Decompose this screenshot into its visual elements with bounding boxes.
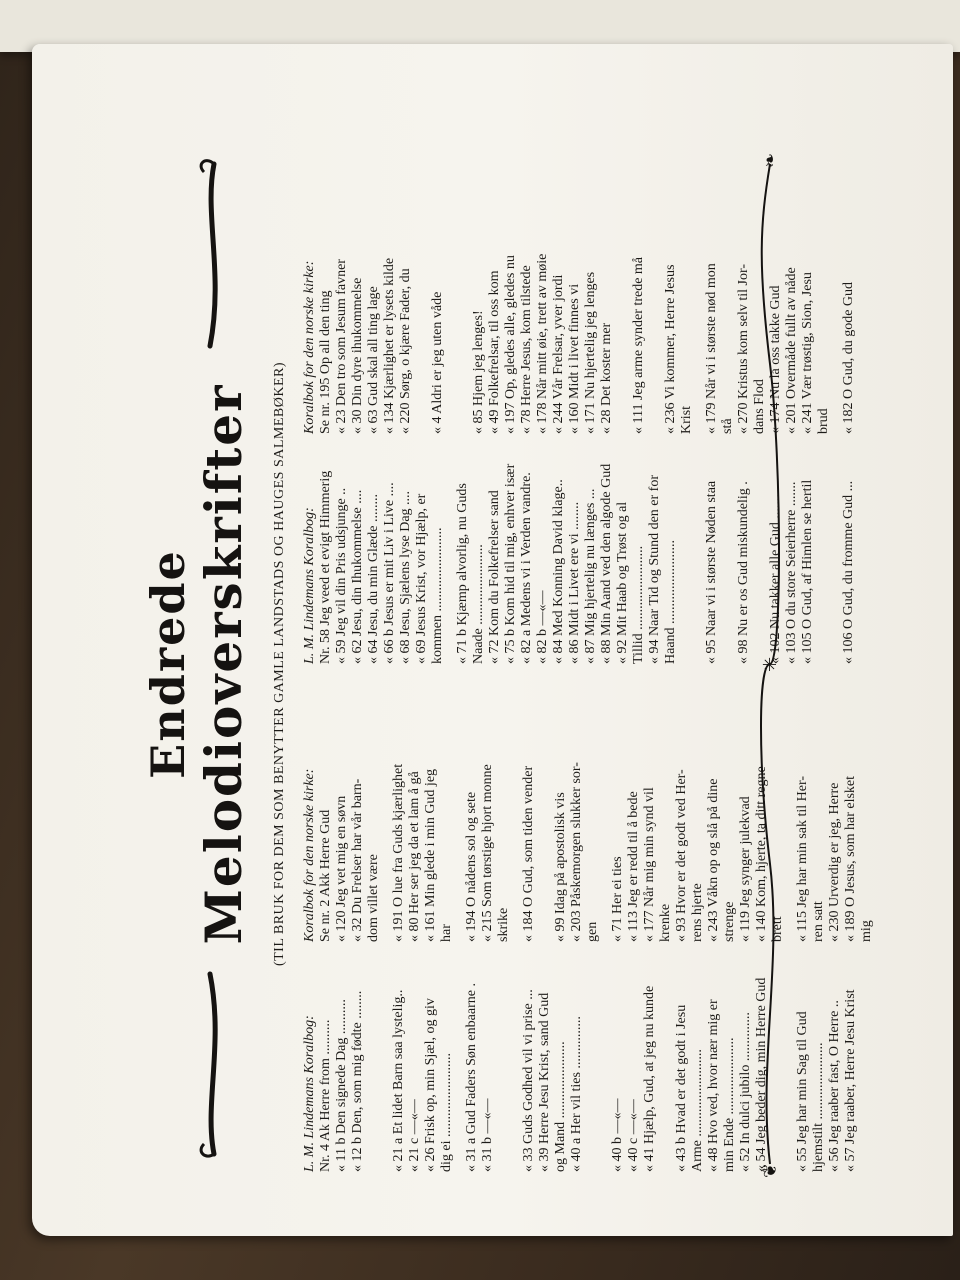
old-hymn-title: « 88 Min Aand ved den algode Gud: [599, 463, 614, 664]
hymn-row: [334, 164, 350, 664]
hymn-row: [795, 672, 811, 1172]
new-hymn-title: gen: [585, 921, 600, 942]
row-gap: [455, 672, 464, 1172]
new-hymn-title: « 23 Den tro som Jesum favner: [334, 259, 349, 434]
hymn-row: [496, 672, 512, 1172]
hymn-row: [350, 672, 366, 1172]
new-hymn-title: « 174 Nu la oss takke Gud: [768, 285, 783, 434]
column-header-koralbok: Koralbok for den norske kirke:: [302, 260, 317, 434]
new-hymn-title: har: [439, 924, 454, 942]
old-hymn-title: « 48 Hvo ved, hvor nær mig er: [706, 999, 721, 1172]
new-hymn-title: brett: [770, 916, 785, 942]
new-hymn-title: « 28 Det koster mer: [599, 322, 614, 434]
new-hymn-title: « 194 O nådens sol og sete: [464, 791, 479, 942]
hymn-row: [569, 672, 585, 1172]
new-hymn-title: « 177 Når mig min synd vil: [642, 787, 657, 942]
new-hymn-title: « 111 Jeg arme synder trede må: [631, 256, 646, 434]
old-hymn-title: « 69 Jesus Krist, vor Hjælp, er: [414, 493, 429, 664]
new-hymn-title: « 230 Urverdig er jeg, Herre: [827, 782, 842, 942]
hymn-row: [647, 164, 663, 664]
hymn-row: [537, 672, 553, 1172]
new-hymn-title: mig: [859, 920, 874, 942]
svg-text:✳: ✳: [760, 656, 781, 672]
hymn-row: [430, 164, 446, 664]
new-hymn-title: krenke: [658, 903, 673, 942]
new-hymn-title: [414, 164, 430, 434]
old-hymn-title: « 21 c —«—: [407, 1099, 422, 1172]
title-line-2: Melodioverskrifter: [194, 383, 253, 945]
new-hymn-title: « 99 Idag på apostolisk vis: [553, 792, 568, 942]
new-hymn-title: « 197 Op, gledes alle, gledes nu: [503, 255, 518, 434]
old-hymn-title: « 26 Frisk op, min Sjæl, og giv: [423, 998, 438, 1172]
hymn-row: [414, 164, 430, 664]
hymn-row: [626, 672, 642, 1172]
old-hymn-title: [658, 942, 674, 1172]
hymn-row: [706, 672, 722, 1172]
hymn-row: [382, 164, 398, 664]
old-hymn-title: Nr. 58 Jeg veed et evigt Himmerig: [318, 470, 333, 664]
old-hymn-title: « 40 c —«—: [626, 1099, 641, 1172]
hymn-row: [567, 164, 583, 664]
hymn-row: [674, 672, 690, 1172]
new-hymn-title: « 189 O Jesus, som har elsket: [843, 775, 858, 942]
new-hymn-title: « 93 Hvor er det godt ved Her-: [674, 769, 689, 942]
hymn-row: [690, 672, 706, 1172]
hymn-row: [553, 672, 569, 1172]
new-hymn-title: « 203 Påskemorgen slukker sor-: [569, 762, 584, 942]
old-hymn-title: « 72 Kom du Folkefrelser sand: [487, 490, 502, 664]
old-hymn-title: « 94 Naar Tid og Stund den er for: [647, 475, 662, 664]
hymn-row: [658, 672, 674, 1172]
hymn-row: [423, 672, 439, 1172]
new-hymn-title: « 134 Kjærlighet er lysets kilde: [382, 257, 397, 434]
new-hymn-title: « 71 Her ei ties: [610, 856, 625, 942]
svg-text:❦: ❦: [760, 1162, 781, 1178]
new-hymn-title: « 63 Gud skal all ting lage: [366, 286, 381, 434]
hymn-row: [585, 672, 601, 1172]
hymn-row: [439, 672, 455, 1172]
new-hymn-title: « 184 O Gud, som tiden vender: [521, 765, 536, 942]
old-hymn-title: « 86 Midt i Livet ere vi ........: [567, 501, 582, 664]
old-hymn-title: « 95 Naar vi i største Nøden staa: [704, 480, 719, 664]
hymn-row: [391, 672, 407, 1172]
old-hymn-title: « 105 O Gud, af Himlen se hertil: [800, 479, 815, 664]
hymn-row: [480, 672, 496, 1172]
new-hymn-title: « 85 Hjem jeg lenges!: [471, 310, 486, 434]
column-header-lindeman: L. M. Lindemans Koralbog:: [302, 1015, 317, 1172]
old-hymn-title: « 59 Jeg vil din Pris udsjunge ..: [334, 487, 349, 664]
row-gap: [382, 672, 391, 1172]
rotated-page-content: [140, 144, 880, 1184]
hymn-row: [350, 164, 366, 664]
new-hymn-title: « 160 Midt i livet finnes vi: [567, 283, 582, 434]
new-hymn-title: [615, 164, 631, 434]
new-hymn-title: « 119 Jeg synger julekvad: [738, 796, 753, 942]
new-hymn-title: Krist: [679, 406, 694, 434]
old-hymn-title: Naade .......................: [471, 544, 486, 664]
new-hymn-title: stå: [720, 418, 735, 434]
old-hymn-title: « 39 Herre Jesu Krist, sand Gud: [537, 992, 552, 1172]
new-hymn-title: « 30 Din dyre ihukommelse: [350, 277, 365, 434]
row-gap: [695, 164, 704, 664]
hymn-row: [366, 672, 382, 1172]
old-hymn-title: [859, 942, 875, 1172]
old-hymn-title: « 75 b Kom hid til mig, enhver især: [503, 463, 518, 664]
old-hymn-title: « 52 In dulci jubilo ..............: [738, 1012, 753, 1172]
old-hymn-title: dig ei ........................: [439, 1053, 454, 1172]
hymn-row: [816, 164, 832, 664]
old-hymn-title: « 40 b —«—: [610, 1098, 625, 1172]
hymn-row: [599, 164, 615, 664]
old-hymn-title: « 12 b Den, som mig fødte ........: [350, 990, 365, 1172]
new-hymn-title: « 178 Når mitt øie, trett av møie: [535, 253, 550, 434]
old-hymn-title: « 41 Hjælp, Gud, at jeg nu kunde: [642, 985, 657, 1172]
old-hymn-title: og Mand ......................: [553, 1041, 568, 1172]
new-hymn-title: « 49 Folkefrelsar, til oss kom: [487, 270, 502, 434]
new-hymn-title: strenge: [722, 901, 737, 942]
old-hymn-title: [720, 434, 736, 664]
old-hymn-title: « 33 Guds Godhed vil vi prise ...: [521, 989, 536, 1172]
old-hymn-title: Nr. 4 Ak Herre from ..........: [318, 1019, 333, 1172]
row-gap: [832, 164, 841, 664]
hymn-row: [827, 672, 843, 1172]
old-hymn-title: « 103 O du store Seierherre .......: [784, 481, 799, 664]
old-hymn-title: « 40 a Her vil ties ...............: [569, 1016, 584, 1172]
column-header-lindeman: L. M. Lindemans Koralbog:: [302, 507, 317, 664]
hymn-row: [859, 672, 875, 1172]
column-header: [302, 672, 318, 1172]
old-hymn-title: « 84 Med Konning David klage..: [551, 479, 566, 664]
old-hymn-title: [679, 434, 695, 664]
hymn-row: [551, 164, 567, 664]
hymn-row: [679, 164, 695, 664]
old-hymn-title: « 43 b Hvad er det godt i Jesu: [674, 1004, 689, 1172]
new-hymn-title: brud: [816, 408, 831, 434]
hymn-row: [398, 164, 414, 664]
old-hymn-title: hjemstilt ......................: [811, 1042, 826, 1172]
hymn-row: [334, 672, 350, 1172]
old-hymn-title: « 54 Jeg beder dig, min Herre Gud: [754, 977, 769, 1172]
hymn-row: [615, 164, 631, 664]
old-hymn-title: « 55 Jeg har min Sag til Gud: [795, 1011, 810, 1172]
old-hymn-title: Tillid ........................: [631, 545, 646, 664]
hymn-row: [583, 164, 599, 664]
hymn-row: [811, 672, 827, 1172]
new-hymn-title: « 171 Nu hjertelig jeg lenges: [583, 271, 598, 434]
old-hymn-title: « 66 b Jesus er mit Liv i Live ....: [382, 482, 397, 664]
hymn-row: [318, 672, 334, 1172]
new-hymn-title: « 161 Min glede i min Gud jeg: [423, 768, 438, 942]
old-hymn-title: Haand ........................: [663, 539, 678, 664]
subtitle: (TIL BRUK FOR DEM SOM BENYTTER GAMLE LANDSTADS OG HAUGES SALMEBØKER): [272, 361, 287, 967]
new-hymn-title: « 32 Du Frelser har vår barn-: [350, 778, 365, 942]
hymn-row: [487, 164, 503, 664]
new-hymn-title: rens hjerte: [690, 883, 705, 942]
new-hymn-title: [455, 164, 471, 434]
hymn-row: [521, 672, 537, 1172]
old-hymn-title: « 31 a Gud Faders Søn enbaarne .: [464, 983, 479, 1172]
row-gap: [601, 672, 610, 1172]
hymn-row: [843, 672, 859, 1172]
new-hymn-title: [647, 164, 663, 434]
hymn-row: [366, 164, 382, 664]
hymn-row: [455, 164, 471, 664]
new-hymn-title: Se nr. 195 Op all den ting: [318, 290, 333, 434]
old-hymn-title: [585, 942, 601, 1172]
hymn-row: [642, 672, 658, 1172]
booklet-page: [32, 44, 953, 1236]
column-header-koralbok: Koralbok for den norske kirke:: [302, 768, 317, 942]
title-line-1: Endrede: [141, 549, 195, 779]
new-hymn-title: « 270 Kristus kom selv til Jor-: [736, 263, 751, 434]
new-hymn-title: Se nr. 2 Akk Herre Gud: [318, 809, 333, 942]
new-hymn-title: « 140 Kom, hjerte, ta ditt regne-: [754, 761, 769, 942]
new-hymn-title: skrike: [496, 907, 511, 942]
old-hymn-title: « 92 Mit Haab og Trøst og al: [615, 501, 630, 664]
new-hymn-title: « 120 Jeg vet mig en søvn: [334, 795, 349, 942]
new-hymn-title: [537, 672, 553, 942]
new-hymn-title: ren satt: [811, 901, 826, 942]
old-hymn-title: « 68 Jesu, Sjælens lyse Dag ....: [398, 490, 413, 664]
old-hymn-title: « 56 Jeg raaber fast, O Herre ..: [827, 1000, 842, 1172]
new-hymn-title: « 244 Vår Frelsar, yver jordi: [551, 274, 566, 434]
left-rows: [318, 672, 875, 1172]
hymn-row: [631, 164, 647, 664]
hymn-row: [720, 164, 736, 664]
new-hymn-title: « 115 Jeg har min sak til Her-: [795, 776, 810, 942]
hymn-row: [464, 672, 480, 1172]
old-hymn-title: [816, 434, 832, 664]
new-hymn-title: « 113 Jeg er redd til å bede: [626, 791, 641, 942]
old-hymn-title: « 71 b Kjæmp alvorlig, nu Guds: [455, 483, 470, 664]
new-hymn-title: « 201 Overmåde fullt av nåde: [784, 267, 799, 434]
old-hymn-title: « 98 Nu er os Gud miskundelig .: [736, 481, 751, 664]
old-hymn-title: « 11 b Den signede Dag ..........: [334, 999, 349, 1172]
new-hymn-title: « 191 O lue fra Guds kjærlighet: [391, 763, 406, 942]
new-hymn-title: « 215 Som tørstige hjort monne: [480, 764, 495, 942]
hymn-row: [610, 672, 626, 1172]
new-hymn-title: dans Flod: [752, 379, 767, 434]
hymn-row: [503, 164, 519, 664]
old-hymn-title: « 87 Mig hjertelig nu længes ...: [583, 488, 598, 664]
svg-text:❧: ❧: [760, 152, 781, 168]
hymn-row: [535, 164, 551, 664]
new-hymn-title: « 182 O Gud, du gode Gud: [841, 281, 856, 434]
row-gap: [446, 164, 455, 664]
old-hymn-title: « 57 Jeg raaber, Herre Jesu Krist: [843, 989, 858, 1172]
old-hymn-title: « 106 O Gud, du fromme Gud ...: [841, 480, 856, 664]
vine-divider-ornament-icon: [750, 144, 790, 1184]
hymn-row: [722, 672, 738, 1172]
old-hymn-title: « 102 Nu takker alle Gud .......: [768, 494, 783, 664]
hymn-row: [407, 672, 423, 1172]
new-hymn-title: « 4 Aldri er jeg uten våde: [430, 291, 445, 434]
hymn-row: [800, 164, 816, 664]
old-hymn-title: min Ende ......................: [722, 1037, 737, 1172]
hymn-row: [663, 164, 679, 664]
new-hymn-title: « 236 Vi kommer, Herre Jesus: [663, 264, 678, 434]
hymn-row: [519, 164, 535, 664]
old-hymn-title: « 64 Jesu, du min Glæde ........: [366, 494, 381, 664]
hymn-row: [704, 164, 720, 664]
new-hymn-title: « 243 Våkn op og slå på dine: [706, 778, 721, 942]
old-hymn-title: [366, 942, 382, 1172]
old-hymn-title: « 82 b —«—: [535, 590, 550, 664]
old-hymn-title: « 31 b —«—: [480, 1098, 495, 1172]
old-hymn-title: « 82 a Medens vi i Verden vandre.: [519, 472, 534, 664]
new-hymn-title: « 241 Vær trøstig, Sion, Jesu: [800, 272, 815, 434]
hymn-row: [471, 164, 487, 664]
old-hymn-title: « 21 a Et lidet Barn saa lystelig..: [391, 989, 406, 1172]
hymn-row: [318, 164, 334, 664]
column-header: [302, 164, 318, 664]
new-hymn-title: dom villet være: [366, 854, 381, 942]
title-flourish-right-icon: [144, 154, 264, 354]
new-hymn-title: « 80 Her ser jeg da et lam å gå: [407, 771, 422, 942]
new-hymn-title: « 220 Sørg, o kjære Fader, du: [398, 268, 413, 434]
old-hymn-title: « 62 Jesu, din Ihukommelse ....: [350, 489, 365, 664]
old-hymn-title: Arme .........................: [690, 1049, 705, 1172]
title-flourish-left-icon: [144, 964, 264, 1164]
old-hymn-title: [496, 942, 512, 1172]
new-hymn-title: « 179 Når vi i største nød mon: [704, 263, 719, 434]
hymn-row: [841, 164, 857, 664]
old-hymn-title: kommen ........................: [430, 527, 445, 664]
row-gap: [512, 672, 521, 1172]
new-hymn-title: « 78 Herre Jesus, kom tilstede: [519, 265, 534, 434]
